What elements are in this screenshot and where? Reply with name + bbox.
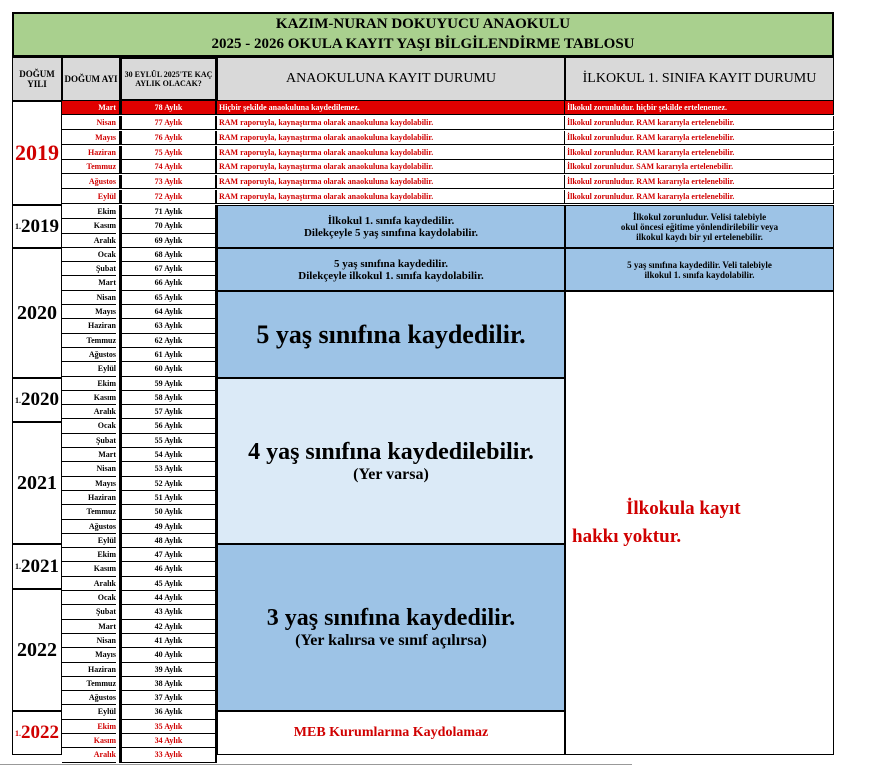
month-cell: Şubat: [62, 605, 116, 619]
month-cell: Şubat: [62, 262, 116, 276]
header-age-label: 30 EYLÜL 2025'TE KAÇ AYLIK OLACAK?: [124, 70, 213, 88]
age-cell: 38 Aylık: [122, 677, 215, 691]
age-column: [120, 205, 217, 763]
table-row: [62, 101, 834, 115]
mark-one: 1.: [15, 222, 21, 231]
year-label: 2020: [21, 389, 59, 410]
month-cell: Mayıs: [62, 131, 120, 145]
header-primary: [565, 57, 834, 101]
month-cell: Aralık: [62, 405, 116, 419]
age-cell: 47 Aylık: [122, 548, 215, 562]
age-cell: 71 Aylık: [122, 205, 215, 219]
age-cell: 49 Aylık: [122, 520, 215, 534]
kg-block-late2019: [217, 205, 565, 248]
month-cell: Eylül: [62, 534, 116, 548]
age-cell: 42 Aylık: [122, 620, 215, 634]
header-year: [12, 57, 62, 101]
three-year-text: 3 yaş sınıfına kaydedilir.: [266, 605, 516, 631]
pr-late2019-line2: okul öncesi eğitime yönlendirilebilir veya: [620, 221, 779, 232]
month-cell: Ocak: [62, 591, 116, 605]
month-cell: Nisan: [62, 291, 116, 305]
no-right-line1: İlkokula kayıt: [626, 498, 741, 519]
year-label: 2019: [21, 215, 59, 237]
header-year-label: DOĞUM YILI: [19, 69, 55, 89]
mark-one: 1.: [15, 562, 21, 571]
table-row: [62, 131, 834, 145]
month-cell: Ekim: [62, 377, 116, 391]
month-cell: Mayıs: [62, 648, 116, 662]
age-cell: 33 Aylık: [122, 748, 215, 762]
month-cell: Nisan: [62, 462, 116, 476]
month-cell: Haziran: [62, 319, 116, 333]
month-cell: Kasım: [62, 562, 116, 576]
header-month: [62, 57, 120, 101]
month-cell: Mayıs: [62, 477, 116, 491]
kg-status-cell: RAM raporuyla, kaynaştırma olarak anaokuluna kaydolabilir.: [217, 131, 565, 145]
primary-status-cell: İlkokul zorunludur. hiçbir şekilde ertelenemez.: [565, 101, 834, 115]
age-cell: 58 Aylık: [122, 391, 215, 405]
table-row: [62, 116, 834, 130]
table-title: [12, 12, 834, 57]
kg-early2020-line1: 5 yaş sınıfına kaydedilir.: [334, 257, 448, 270]
age-cell: 44 Aylık: [122, 591, 215, 605]
month-column: [62, 205, 120, 763]
year-label: 2021: [21, 555, 59, 577]
age-cell: 41 Aylık: [122, 634, 215, 648]
month-cell: Eylül: [62, 362, 116, 376]
primary-status-cell: İlkokul zorunludur. RAM kararıyla ertelenebilir.: [565, 175, 834, 189]
age-cell: 72 Aylık: [120, 190, 217, 204]
age-cell: 70 Aylık: [122, 219, 215, 233]
age-cell: 37 Aylık: [122, 691, 215, 705]
month-cell: Ekim: [62, 548, 116, 562]
age-cell: 76 Aylık: [120, 131, 217, 145]
bottom-divider: [0, 764, 632, 766]
year-2021-late: [12, 544, 62, 589]
table-row: [62, 190, 834, 204]
kg-status-cell: RAM raporuyla, kaynaştırma olarak anaokuluna kaydolabilir.: [217, 160, 565, 174]
age-cell: 52 Aylık: [122, 477, 215, 491]
month-cell: Ekim: [62, 720, 116, 734]
primary-block-early2020: [565, 248, 834, 291]
mark-one: 1.: [15, 395, 21, 405]
month-cell: Temmuz: [62, 677, 116, 691]
month-cell: Temmuz: [62, 160, 120, 174]
three-year-subtext: (Yer kalırsa ve sınıf açılırsa): [295, 632, 487, 649]
year-2020: 2020: [12, 248, 62, 378]
table-row: [62, 160, 834, 174]
age-cell: 77 Aylık: [120, 116, 217, 130]
pr-late2019-line1: İlkokul zorunludur. Velisi talebiyle: [632, 211, 767, 222]
month-cell: Kasım: [62, 219, 116, 233]
year-2020-late: [12, 378, 62, 422]
four-year-subtext: (Yer varsa): [353, 465, 429, 483]
school-name: KAZIM-NURAN DOKUYUCU ANAOKULU: [275, 16, 571, 32]
month-cell: Temmuz: [62, 505, 116, 519]
age-cell: 59 Aylık: [122, 377, 215, 391]
kg-early2020-line2: Dilekçeyle ilkokul 1. sınıfa kaydolabilir.: [298, 269, 484, 282]
age-cell: 36 Aylık: [122, 705, 215, 719]
meb-block: [217, 711, 565, 755]
month-cell: Ekim: [62, 205, 116, 219]
age-cell: 60 Aylık: [122, 362, 215, 376]
age-cell: 63 Aylık: [122, 319, 215, 333]
age-cell: 66 Aylık: [122, 276, 215, 290]
month-cell: Eylül: [62, 190, 120, 204]
year-2022-late: [12, 711, 62, 755]
pr-early2020-line2: ilkokul 1. sınıfa kaydolabilir.: [644, 269, 755, 280]
month-cell: Nisan: [62, 634, 116, 648]
table-row: [62, 146, 834, 160]
three-year-block: [217, 544, 565, 711]
kg-status-cell: RAM raporuyla, kaynaştırma olarak anaokuluna kaydolabilir.: [217, 175, 565, 189]
age-cell: 74 Aylık: [120, 160, 217, 174]
primary-status-cell: İlkokul zorunludur. RAM kararıyla ertelenebilir.: [565, 131, 834, 145]
month-cell: Ağustos: [62, 175, 120, 189]
month-cell: Nisan: [62, 116, 120, 130]
year-2019-late: [12, 205, 62, 248]
month-cell: Ağustos: [62, 691, 116, 705]
primary-status-cell: İlkokul zorunludur. SAM kararıyla ertelenebilir.: [565, 160, 834, 174]
mark-one: 1.: [15, 728, 21, 738]
month-cell: Aralık: [62, 577, 116, 591]
year-2022: 2022: [12, 589, 62, 711]
month-cell: Ocak: [62, 419, 116, 433]
no-right-block: [565, 291, 834, 755]
kg-status-cell: RAM raporuyla, kaynaştırma olarak anaokuluna kaydolabilir.: [217, 190, 565, 204]
primary-status-cell: İlkokul zorunludur. RAM kararıyla ertelenebilir.: [565, 116, 834, 130]
age-cell: 51 Aylık: [122, 491, 215, 505]
month-cell: Şubat: [62, 434, 116, 448]
month-cell: Haziran: [62, 146, 120, 160]
primary-block-late2019: [565, 205, 834, 248]
age-cell: 35 Aylık: [122, 720, 215, 734]
month-cell: Kasım: [62, 391, 116, 405]
kg-block-early2020: [217, 248, 565, 291]
five-year-text: 5 yaş sınıfına kaydedilir.: [256, 319, 526, 349]
age-cell: 34 Aylık: [122, 734, 215, 748]
age-cell: 53 Aylık: [122, 462, 215, 476]
month-cell: Mart: [62, 448, 116, 462]
age-cell: 45 Aylık: [122, 577, 215, 591]
kg-late2019-line1: İlkokul 1. sınıfa kaydedilir.: [327, 214, 455, 227]
age-cell: 68 Aylık: [122, 248, 215, 262]
month-cell: Mart: [62, 101, 120, 115]
four-year-block: [217, 378, 565, 544]
month-cell: Ocak: [62, 248, 116, 262]
month-cell: Ağustos: [62, 520, 116, 534]
age-cell: 62 Aylık: [122, 334, 215, 348]
age-cell: 57 Aylık: [122, 405, 215, 419]
month-cell: Mayıs: [62, 305, 116, 319]
no-right-line2: hakkı yoktur.: [572, 526, 682, 547]
month-cell: Mart: [62, 276, 116, 290]
age-cell: 43 Aylık: [122, 605, 215, 619]
month-cell: Haziran: [62, 663, 116, 677]
year-label: 2022: [21, 722, 59, 743]
age-cell: 56 Aylık: [122, 419, 215, 433]
age-cell: 61 Aylık: [122, 348, 215, 362]
year-2019: 2019: [12, 101, 62, 205]
four-year-text: 4 yaş sınıfına kaydedilebilir.: [248, 438, 534, 465]
header-age: [120, 57, 217, 101]
month-cell: Mart: [62, 620, 116, 634]
age-cell: 46 Aylık: [122, 562, 215, 576]
month-cell: Haziran: [62, 491, 116, 505]
age-cell: 50 Aylık: [122, 505, 215, 519]
header-month-label: DOĞUM AYI: [64, 74, 118, 84]
year-2021: 2021: [12, 422, 62, 544]
meb-text: MEB Kurumlarına Kaydolamaz: [293, 725, 489, 740]
age-cell: 65 Aylık: [122, 291, 215, 305]
kg-late2019-line2: Dilekçeyle 5 yaş sınıfına kaydolabilir.: [303, 226, 479, 239]
age-cell: 54 Aylık: [122, 448, 215, 462]
five-year-block: [217, 291, 565, 378]
age-cell: 69 Aylık: [122, 234, 215, 248]
header-primary-label: İLKOKUL 1. SINIFA KAYIT DURUMU: [582, 71, 817, 86]
age-cell: 67 Aylık: [122, 262, 215, 276]
age-cell: 64 Aylık: [122, 305, 215, 319]
pr-late2019-line3: ilkokul kaydı bir yıl ertelenebilir.: [636, 231, 763, 242]
primary-status-cell: İlkokul zorunludur. RAM kararıyla ertelenebilir.: [565, 146, 834, 160]
header-kg: [217, 57, 565, 101]
header-kg-label: ANAOKULUNA KAYIT DURUMU: [285, 71, 496, 86]
month-cell: Aralık: [62, 234, 116, 248]
kg-status-cell: RAM raporuyla, kaynaştırma olarak anaokuluna kaydolabilir.: [217, 116, 565, 130]
month-cell: Ağustos: [62, 348, 116, 362]
age-cell: 75 Aylık: [120, 146, 217, 160]
age-cell: 48 Aylık: [122, 534, 215, 548]
age-cell: 40 Aylık: [122, 648, 215, 662]
kg-status-cell: RAM raporuyla, kaynaştırma olarak anaokuluna kaydolabilir.: [217, 146, 565, 160]
age-cell: 73 Aylık: [120, 175, 217, 189]
age-cell: 39 Aylık: [122, 663, 215, 677]
table-subtitle: 2025 - 2026 OKULA KAYIT YAŞI BİLGİLENDİRME TABLOSU: [211, 36, 635, 52]
kg-status-cell: Hiçbir şekilde anaokuluna kaydedilemez.: [217, 101, 565, 115]
month-cell: Temmuz: [62, 334, 116, 348]
month-cell: Aralık: [62, 748, 116, 762]
month-cell: Kasım: [62, 734, 116, 748]
table-row: [62, 175, 834, 189]
pr-early2020-line1: 5 yaş sınıfına kaydedilir. Veli talebiyle: [627, 259, 772, 270]
age-cell: 55 Aylık: [122, 434, 215, 448]
primary-status-cell: İlkokul zorunludur. RAM kararıyla ertelenebilir.: [565, 190, 834, 204]
month-cell: Eylül: [62, 705, 116, 719]
age-cell: 78 Aylık: [120, 101, 217, 115]
